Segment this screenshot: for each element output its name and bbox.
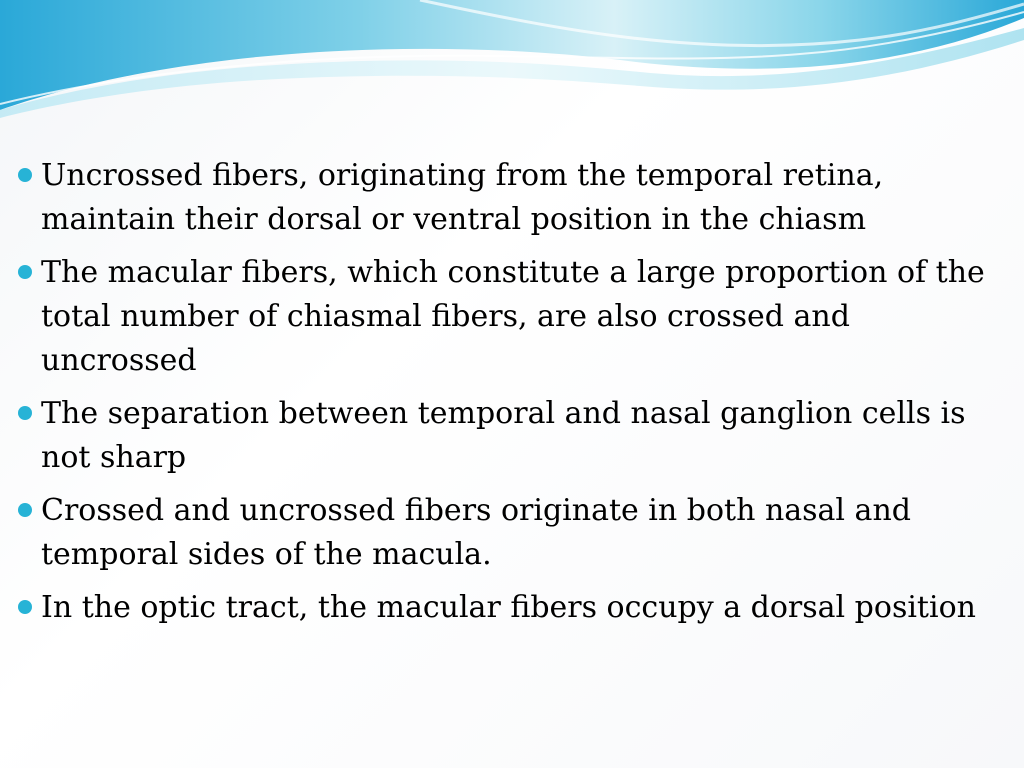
- wave-main: [0, 0, 1024, 110]
- bullet-item: [18, 392, 1014, 480]
- bullet-text: In the optic tract, the macular fibers occupy a dorsal position: [41, 590, 976, 625]
- bullet-text: Crossed and uncrossed fibers originate in both nasal and temporal sides of the macula.: [41, 493, 911, 572]
- decorative-wave-header: [0, 0, 1024, 130]
- bullet-dot-icon: [18, 600, 32, 614]
- bullet-dot-icon: [18, 503, 32, 517]
- bullet-text: Uncrossed fibers, originating from the temporal retina, maintain their dorsal or ventral position in the chiasm: [41, 158, 884, 237]
- bullet-dot-icon: [18, 406, 32, 420]
- bullet-text: The macular fibers, which constitute a large proportion of the total number of chiasmal fibers, are also crossed and uncrossed: [41, 255, 985, 378]
- bullet-item: [18, 251, 1014, 383]
- bullet-item: [18, 586, 1014, 630]
- bullet-list: [18, 154, 1014, 630]
- bullet-item: [18, 489, 1014, 577]
- bullet-dot-icon: [18, 168, 32, 182]
- bullet-text: The separation between temporal and nasal ganglion cells is not sharp: [41, 396, 966, 475]
- bullet-item: [18, 154, 1014, 242]
- slide-body: [18, 154, 1014, 639]
- bullet-dot-icon: [18, 265, 32, 279]
